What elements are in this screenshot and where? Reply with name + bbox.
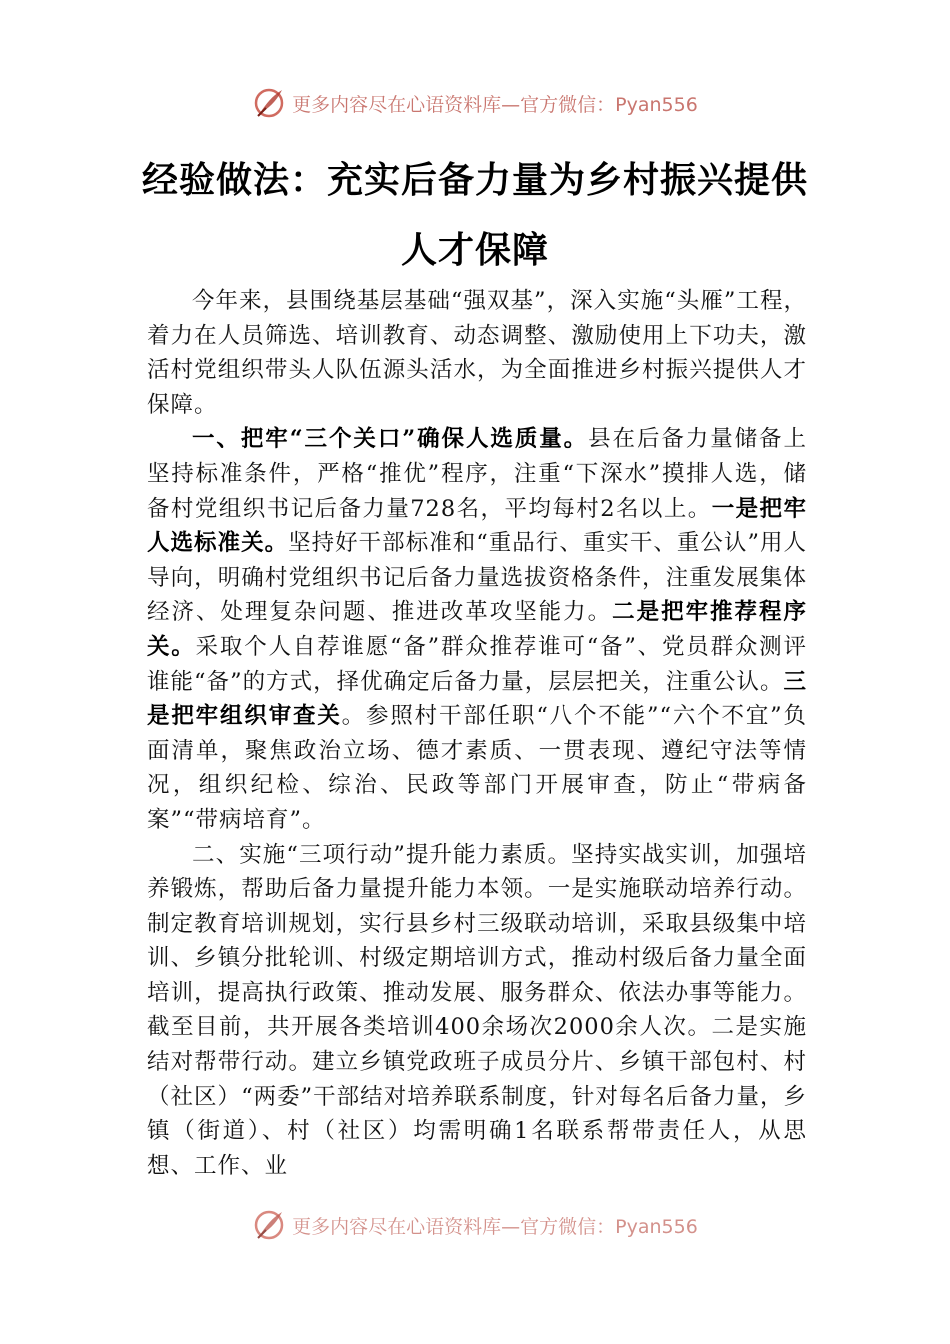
subpoint-2-heading: 二是把牢推荐程序关。	[147, 599, 807, 660]
subpoint-1-text: 坚持好干部标准和“重品行、重实干、重公认”用人导向，明确村党组织书记后备力量选拔资格条件，注重发展集体经济、处理复杂问题、推进改革攻坚能力。	[147, 530, 807, 626]
subpoint-2-text: 采取个人自荐谁愿“备”群众推荐谁可“备”、党员群众测评谁能“备”的方式，择优确定后备力量，层层把关，注重公认。	[147, 633, 807, 695]
document-title-line-2: 人才保障	[400, 229, 549, 271]
subpoint-3-heading: 三是把牢组织审查关	[147, 668, 807, 730]
watermark-text: 更多内容尽在心语资料库—官方微信：Pyan556	[292, 93, 698, 116]
section-1-heading: 一、把牢“三个关口”确保人选质量。	[192, 426, 589, 453]
section-1-text: 县在后备力量储备上坚持标准条件，严格“推优”程序，注重“下深水”摸排人选，储备村党组织书记后备力量728名，平均每村2名以上。	[147, 426, 807, 522]
watermark-footer	[0, 1205, 950, 1245]
feather-pen-logo-icon	[252, 86, 286, 120]
document-body	[147, 284, 807, 1210]
paragraph-section-2: 二、实施“三项行动”提升能力素质。坚持实战实训，加强培养锻炼，帮助后备力量提升能力本领。一是实施联动培养行动。制定教育培训规划，实行县乡村三级联动培训，采取县级集中培训、乡镇分批轮训、村级定期培训方式，推动村级后备力量全面培训，提高执行政策、推动发展、服务群众、依法办事等能力。截至目前，共开展各类培训400余场次2000余人次。二是实施结对帮带行动。建立乡镇党政班子成员分片、乡镇干部包村、村（社区）“两委”干部结对培养联系制度，针对每名后备力量，乡镇（街道）、村（社区）均需明确1名联系帮带责任人，从思想、工作、业	[147, 841, 807, 1179]
paragraph-section-1	[147, 422, 807, 837]
paragraph-intro: 今年来，县围绕基层基础“强双基”，深入实施“头雁”工程，着力在人员筛选、培训教育、动态调整、激励使用上下功夫，激活村党组织带头人队伍源头活水，为全面推进乡村振兴提供人才保障。	[147, 288, 807, 418]
watermark-header	[0, 83, 950, 123]
subpoint-1-heading: 一是把牢人选标准关。	[147, 495, 807, 557]
watermark-text: 更多内容尽在心语资料库—官方微信：Pyan556	[292, 1215, 698, 1238]
subpoint-3-text: 。参照村干部任职“八个不能”“六个不宜”负面清单，聚焦政治立场、德才素质、一贯表现、遵纪守法等情况，组织纪检、综治、民政等部门开展审查，防止“带病备案”“带病培育”。	[147, 703, 807, 833]
document-title-line-1: 经验做法：充实后备力量为乡村振兴提供	[141, 159, 808, 201]
feather-pen-logo-icon	[252, 1208, 286, 1242]
